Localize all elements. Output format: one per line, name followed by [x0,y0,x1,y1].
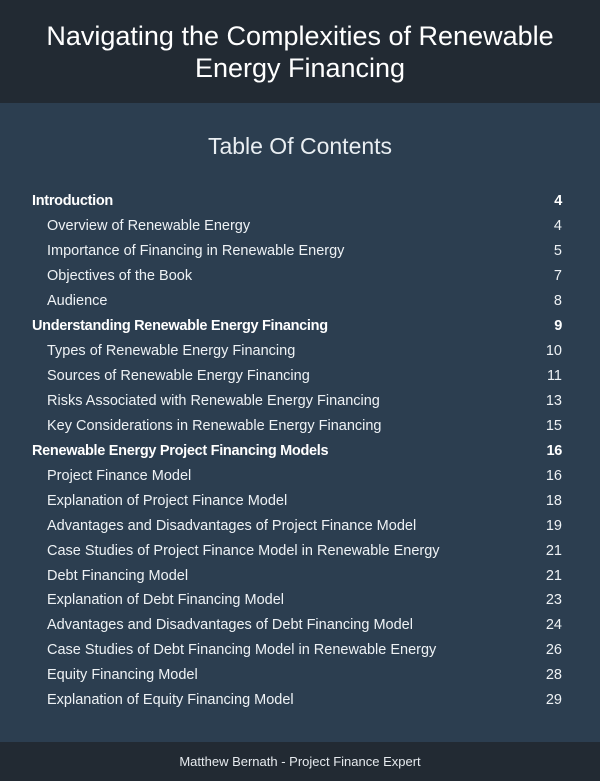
toc-panel [0,103,600,742]
toc-entry-page-number: 18 [545,492,562,509]
toc-entry-page-number: 23 [545,592,562,609]
toc-section-entry[interactable] [32,613,562,638]
toc-section-entry[interactable] [32,413,562,438]
toc-section-entry[interactable] [32,364,562,389]
toc-section-entry[interactable] [32,638,562,663]
toc-section-entry[interactable] [32,538,562,563]
toc-heading: Table Of Contents [207,133,393,159]
toc-entry-label: Understanding Renewable Energy Financing [32,318,328,335]
toc-chapter-entry[interactable] [32,189,562,214]
toc-entry-page-number: 19 [545,517,562,534]
toc-entry-label: Advantages and Disadvantages of Project Finance Model [47,517,417,534]
toc-entry-label: Renewable Energy Project Financing Models [32,442,329,459]
toc-entry-page-number: 15 [545,417,562,434]
toc-list [32,189,562,713]
toc-entry-label: Types of Renewable Energy Financing [47,343,296,360]
toc-entry-label: Explanation of Project Finance Model [47,492,288,509]
toc-entry-page-number: 21 [545,542,562,559]
footer [0,742,600,781]
toc-section-entry[interactable] [32,339,562,364]
toc-section-entry[interactable] [32,214,562,239]
toc-entry-page-number: 16 [545,467,562,484]
toc-entry-page-number: 10 [545,343,562,360]
toc-entry-page-number: 24 [545,617,562,634]
toc-entry-page-number: 29 [545,692,562,709]
toc-section-entry[interactable] [32,389,562,414]
book-title: Navigating the Complexities of Renewable Energy Financing [46,20,554,83]
toc-entry-label: Sources of Renewable Energy Financing [47,368,310,385]
toc-entry-label: Case Studies of Debt Financing Model in Renewable Energy [47,642,437,659]
toc-section-entry[interactable] [32,663,562,688]
toc-entry-label: Explanation of Equity Financing Model [47,692,294,709]
toc-chapter-entry[interactable] [32,314,562,339]
toc-section-entry[interactable] [32,463,562,488]
toc-chapter-entry[interactable] [32,438,562,463]
footer-author: Matthew Bernath - Project Finance Expert [179,754,421,769]
toc-entry-label: Key Considerations in Renewable Energy Financing [47,417,382,434]
toc-entry-label: Project Finance Model [47,467,192,484]
toc-entry-page-number: 7 [553,268,562,285]
toc-section-entry[interactable] [32,688,562,713]
toc-entry-page-number: 21 [545,567,562,584]
toc-section-entry[interactable] [32,488,562,513]
toc-entry-label: Overview of Renewable Energy [47,218,251,235]
toc-section-entry[interactable] [32,289,562,314]
toc-entry-page-number: 13 [545,392,562,409]
toc-entry-label: Case Studies of Project Finance Model in Renewable Energy [47,542,440,559]
toc-entry-label: Importance of Financing in Renewable Energy [47,243,345,260]
toc-entry-page-number: 28 [545,667,562,684]
toc-entry-page-number: 4 [554,193,562,210]
toc-entry-page-number: 5 [553,243,562,260]
toc-entry-label: Advantages and Disadvantages of Debt Financing Model [47,617,413,634]
toc-entry-page-number: 11 [546,368,562,385]
toc-entry-label: Risks Associated with Renewable Energy Financing [47,392,380,409]
toc-entry-page-number: 16 [546,442,562,459]
toc-entry-page-number: 8 [553,293,562,310]
toc-entry-page-number: 9 [554,318,562,335]
toc-entry-label: Equity Financing Model [47,667,198,684]
toc-entry-label: Audience [47,293,108,310]
toc-section-entry[interactable] [32,239,562,264]
toc-entry-page-number: 4 [553,218,562,235]
toc-section-entry[interactable] [32,264,562,289]
toc-entry-label: Explanation of Debt Financing Model [47,592,284,609]
toc-entry-label: Objectives of the Book [47,268,193,285]
toc-section-entry[interactable] [32,563,562,588]
toc-section-entry[interactable] [32,513,562,538]
toc-section-entry[interactable] [32,588,562,613]
title-banner [0,0,600,103]
toc-entry-page-number: 26 [545,642,562,659]
toc-entry-label: Introduction [32,193,113,210]
toc-entry-label: Debt Financing Model [47,567,189,584]
